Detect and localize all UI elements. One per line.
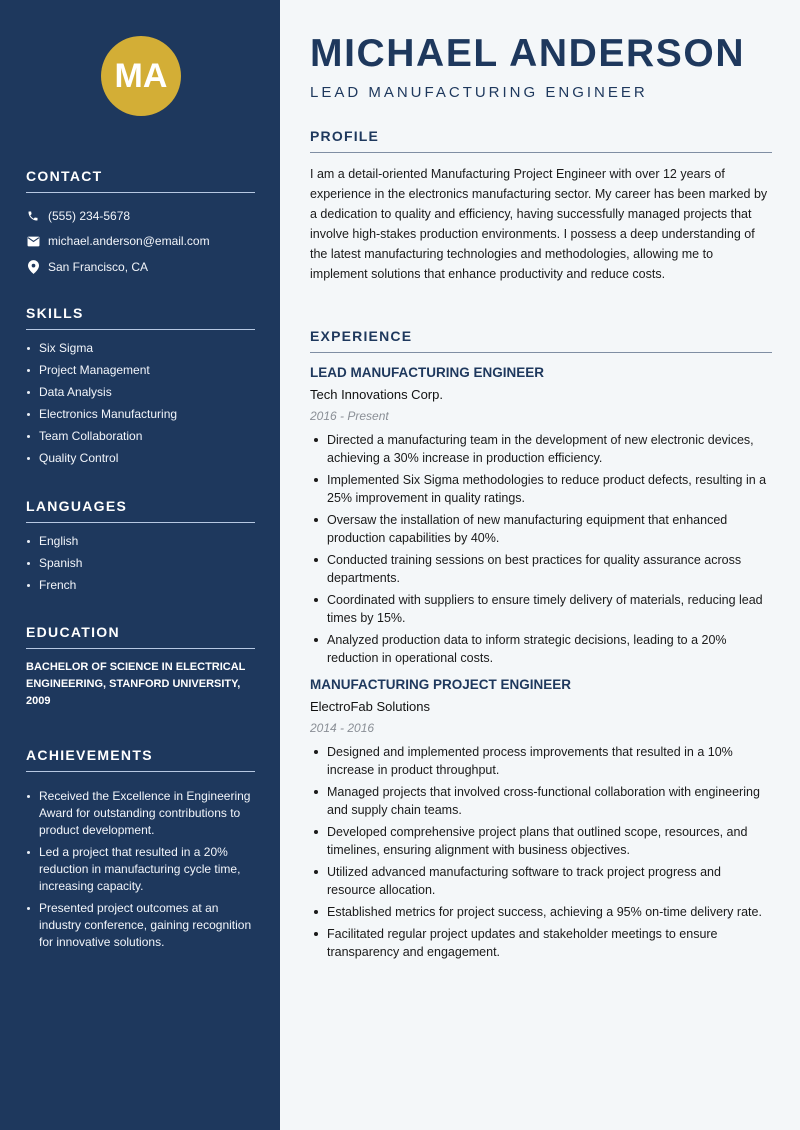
- skill-item: Quality Control: [26, 450, 255, 466]
- job-title: MANUFACTURING PROJECT ENGINEER: [310, 677, 572, 692]
- achievement-item: Received the Excellence in Engineering Award for outstanding contributions to product development.: [26, 788, 255, 839]
- achievements-heading: ACHIEVEMENTS: [26, 747, 255, 772]
- job-bullet: Established metrics for project success, achieving a 95% on-time delivery rate.: [310, 903, 772, 921]
- experience-heading: EXPERIENCE: [310, 328, 772, 353]
- skills-heading: SKILLS: [26, 305, 255, 330]
- job-entry: [310, 365, 772, 667]
- skill-item: Electronics Manufacturing: [26, 406, 255, 422]
- skills-list: [26, 340, 255, 466]
- skill-item: Six Sigma: [26, 340, 255, 356]
- contact-location: [26, 254, 255, 280]
- job-dates: 2014 - 2016: [310, 721, 375, 735]
- job-company: ElectroFab Solutions: [310, 699, 430, 714]
- experience-section: [310, 328, 772, 965]
- job-bullets: [310, 431, 772, 667]
- phone-icon: [26, 209, 40, 223]
- candidate-name: MICHAEL ANDERSON: [310, 32, 746, 75]
- profile-heading: PROFILE: [310, 128, 772, 153]
- job-bullet: Oversaw the installation of new manufacturing equipment that enhanced production capabilities by 40%.: [310, 511, 772, 547]
- language-item: Spanish: [26, 555, 255, 571]
- job-bullet: Designed and implemented process improvements that resulted in a 10% increase in product throughput.: [310, 743, 772, 779]
- job-title: LEAD MANUFACTURING ENGINEER: [310, 365, 545, 380]
- job-bullet: Analyzed production data to inform strategic decisions, leading to a 20% reduction in operational costs.: [310, 631, 772, 667]
- job-dates: 2016 - Present: [310, 409, 389, 423]
- job-bullet: Utilized advanced manufacturing software to track project progress and resource allocation.: [310, 863, 772, 899]
- profile-text: I am a detail-oriented Manufacturing Project Engineer with over 12 years of experience in the electronics manufacturing sector. My career has been marked by a dedication to quality and efficiency, having successfully managed projects that involve high-stakes production environments. I possess a deep understanding of the latest manufacturing technologies and methodologies, allowing me to implement solutions that enhance productivity and reduce costs.: [310, 167, 768, 281]
- job-bullet: Directed a manufacturing team in the development of new electronic devices, achieving a 30% increase in production efficiency.: [310, 431, 772, 467]
- achievements-list: [26, 788, 255, 951]
- sidebar: [0, 0, 280, 1130]
- location-text: San Francisco, CA: [48, 259, 149, 274]
- location-pin-icon: [26, 260, 40, 274]
- job-bullet: Implemented Six Sigma methodologies to reduce product defects, resulting in a 25% improvement in quality ratings.: [310, 471, 772, 507]
- achievements-section: [26, 747, 255, 956]
- contact-phone: [26, 203, 255, 229]
- skill-item: Data Analysis: [26, 384, 255, 400]
- contact-list: [26, 203, 255, 280]
- languages-list: [26, 533, 255, 593]
- job-bullet: Managed projects that involved cross-functional collaboration with engineering and supply chain teams.: [310, 783, 772, 819]
- languages-heading: LANGUAGES: [26, 498, 255, 523]
- avatar-initials: MA: [114, 56, 168, 95]
- language-item: French: [26, 577, 255, 593]
- job-company: Tech Innovations Corp.: [310, 387, 443, 402]
- education-heading: EDUCATION: [26, 624, 255, 649]
- job-bullet: Facilitated regular project updates and stakeholder meetings to ensure transparency and engagement.: [310, 925, 772, 961]
- language-item: English: [26, 533, 255, 549]
- skills-section: [26, 305, 255, 472]
- avatar: [101, 36, 181, 116]
- job-bullet: Developed comprehensive project plans that outlined scope, resources, and timelines, ensuring alignment with business objectives.: [310, 823, 772, 859]
- contact-section: [26, 168, 255, 280]
- skill-item: Team Collaboration: [26, 428, 255, 444]
- languages-section: [26, 498, 255, 599]
- contact-email: [26, 229, 255, 255]
- achievement-item: Led a project that resulted in a 20% reduction in manufacturing cycle time, increasing capacity.: [26, 844, 255, 895]
- job-bullets: [310, 743, 772, 961]
- achievement-item: Presented project outcomes at an industry conference, gaining recognition for innovative solutions.: [26, 900, 255, 951]
- skill-item: Project Management: [26, 362, 255, 378]
- education-text: BACHELOR OF SCIENCE IN ELECTRICAL ENGINEERING, STANFORD UNIVERSITY, 2009: [26, 661, 246, 707]
- candidate-title: LEAD MANUFACTURING ENGINEER: [310, 84, 648, 101]
- email-icon: [26, 234, 40, 248]
- contact-heading: CONTACT: [26, 168, 255, 193]
- email-text: michael.anderson@email.com: [48, 234, 210, 249]
- education-section: [26, 624, 255, 710]
- phone-text: (555) 234-5678: [48, 208, 131, 223]
- job-bullet: Coordinated with suppliers to ensure timely delivery of materials, reducing lead times by 15%.: [310, 591, 772, 627]
- profile-section: [310, 128, 772, 284]
- job-bullet: Conducted training sessions on best practices for quality assurance across departments.: [310, 551, 772, 587]
- job-entry: [310, 677, 772, 961]
